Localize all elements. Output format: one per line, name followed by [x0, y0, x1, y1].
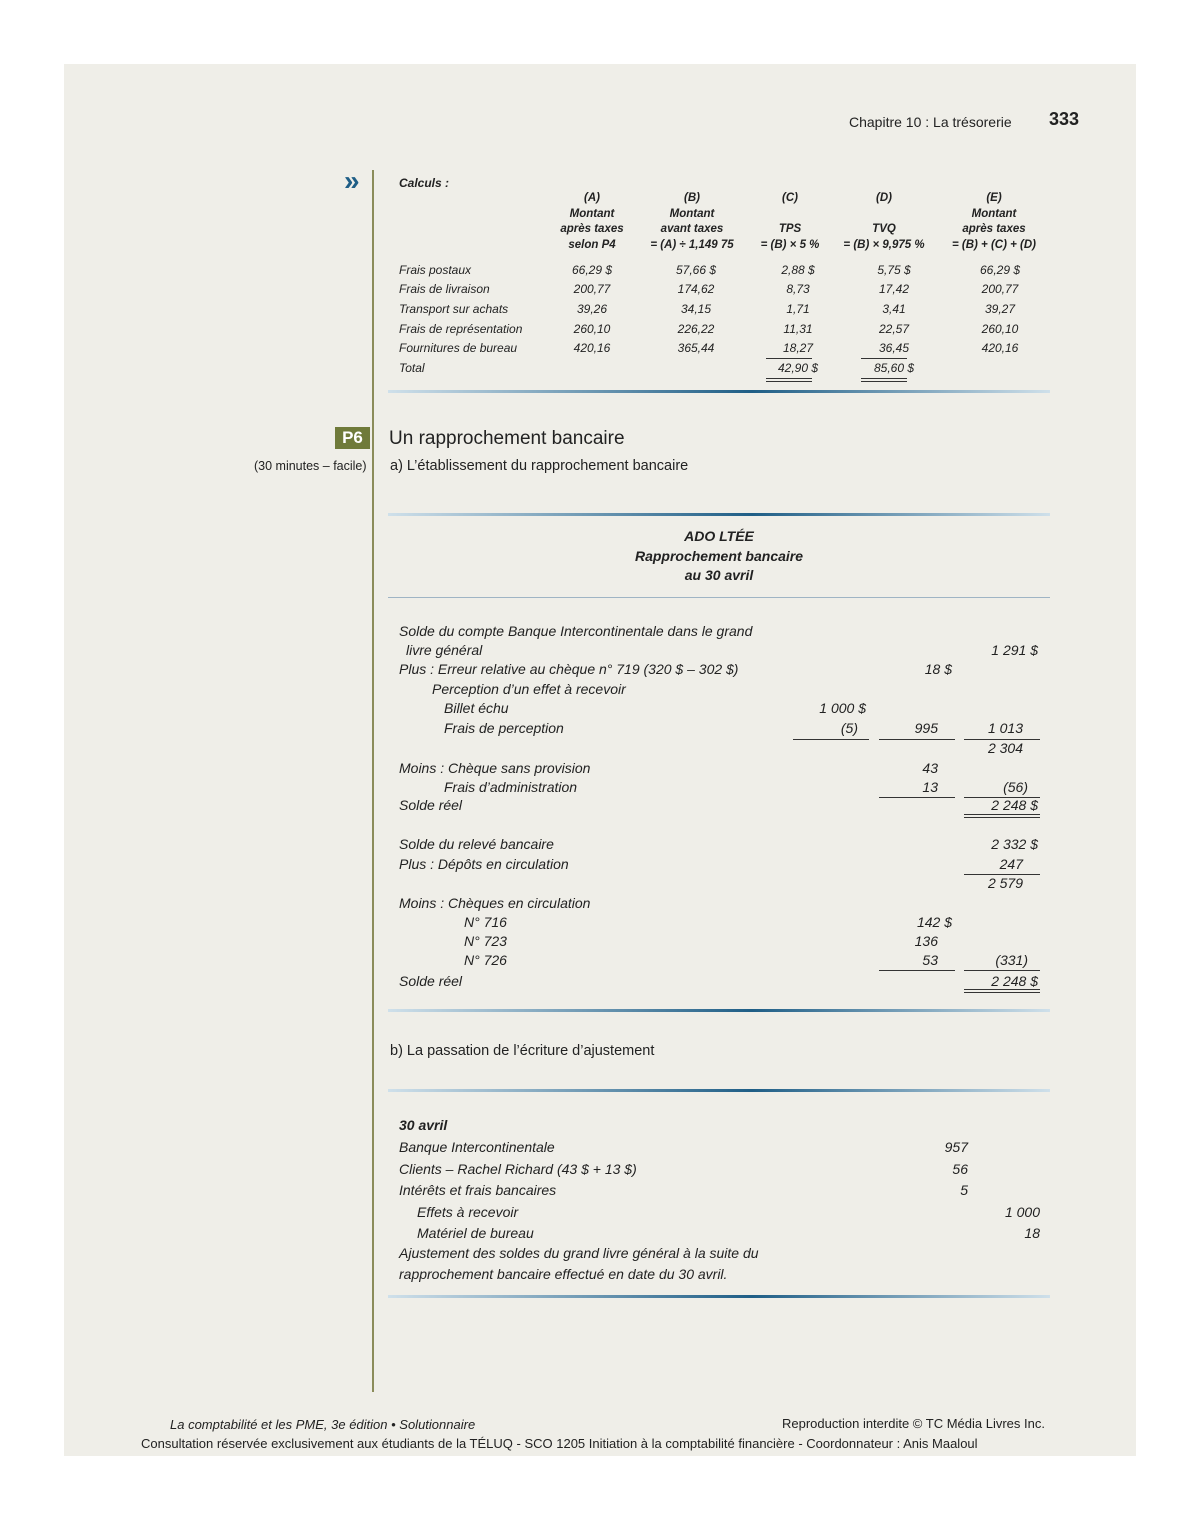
rec-value: 2 248 $: [991, 973, 1038, 989]
rec-value: 2 579: [987, 875, 1023, 891]
rec-label: N° 723: [464, 933, 507, 949]
underline: [879, 970, 955, 971]
double-underline: [964, 814, 1040, 818]
cell-value: 200,77: [573, 282, 611, 297]
rec-label: Billet échu: [444, 700, 509, 716]
table-row: [399, 299, 1056, 319]
rec-value: 142 $: [916, 914, 952, 930]
rec-value: 1 013: [987, 720, 1023, 736]
journal-bottom-rule: [388, 1295, 1050, 1298]
rec-value: 2 332 $: [991, 836, 1038, 852]
reconciliation-company: ADO LTÉE: [684, 528, 754, 544]
cell-value: [544, 358, 640, 378]
cell-value: 39,27: [984, 301, 1016, 316]
rec-label: Frais d’administration: [444, 779, 578, 795]
cell-value: 8,73: [786, 282, 810, 297]
calculs-bottom-rule: [388, 390, 1050, 393]
journal-debit: 56: [952, 1160, 968, 1177]
cell-value: 420,16: [981, 341, 1019, 356]
page-number: 333: [1049, 109, 1080, 129]
journal-note: Ajustement des soldes du grand livre général à la suite du: [399, 1245, 759, 1261]
rec-value: 995: [914, 720, 938, 736]
rec-value: 1 000 $: [819, 700, 866, 716]
cell-value: 18,27: [782, 341, 814, 356]
cell-value: 57,66 $: [675, 262, 717, 277]
cell-value: 260,10: [573, 321, 611, 336]
rec-label: Moins : Chèque sans provision: [399, 760, 591, 776]
rec-label: Frais de perception: [444, 720, 564, 736]
rec-value: 18 $: [924, 661, 952, 677]
cell-value: 85,60 $: [873, 360, 915, 375]
calculs-title: Calculs :: [399, 176, 450, 190]
problem-title: Un rapprochement bancaire: [389, 428, 625, 449]
rec-label: livre général: [406, 642, 483, 658]
rec-value: 2 248 $: [991, 797, 1038, 813]
total-d-underline: [861, 358, 907, 359]
double-underline: [964, 989, 1040, 993]
rec-label: Plus : Erreur relative au chèque n° 719 (320 $ – 302 $): [399, 661, 739, 677]
reconciliation-header-rule: [388, 597, 1050, 598]
footer-book: La comptabilité et les PME, 3e édition • Solutionnaire: [170, 1417, 476, 1432]
cell-value: 36,45: [878, 341, 910, 356]
rec-label: Solde réel: [399, 973, 463, 989]
reconciliation-date: au 30 avril: [684, 567, 754, 583]
rec-value: 247: [999, 856, 1023, 872]
col-a-header: (A) Montant après taxes selon P4: [560, 192, 624, 251]
cell-value: 174,62: [677, 282, 715, 297]
cell-value: 5,75 $: [877, 262, 911, 277]
cell-value: 260,10: [981, 321, 1019, 336]
table-row: [399, 319, 1056, 339]
reconciliation-bottom-rule: [388, 1009, 1050, 1012]
total-c-double-underline: [766, 378, 812, 382]
underline: [964, 970, 1040, 971]
total-row: [399, 358, 1056, 378]
journal-account: Clients – Rachel Richard (43 $ + 13 $): [399, 1160, 637, 1177]
cell-value: [944, 358, 1056, 378]
rec-label: N° 716: [464, 914, 507, 930]
cell-value: 3,41: [882, 301, 906, 316]
journal-debit: 957: [944, 1139, 968, 1155]
row-label: Frais postaux: [399, 262, 472, 277]
cell-value: 34,15: [680, 301, 712, 316]
cell-value: 420,16: [573, 341, 611, 356]
rec-value: (331): [995, 952, 1028, 968]
footer-copyright: Reproduction interdite © TC Média Livres Inc.: [782, 1416, 1045, 1431]
rec-value: 43: [922, 760, 938, 776]
underline: [793, 739, 869, 740]
rec-value: 13: [922, 779, 938, 795]
cell-value: 1,71: [786, 301, 810, 316]
rec-value: 1 291 $: [991, 642, 1038, 658]
row-label: Transport sur achats: [399, 301, 509, 316]
row-label: Frais de représentation: [399, 321, 523, 336]
cell-value: 226,22: [677, 321, 715, 336]
total-d-double-underline: [861, 378, 907, 382]
margin-line: [372, 170, 374, 1392]
rec-value: 136: [914, 933, 938, 949]
cell-value: 2,88 $: [781, 262, 815, 277]
rec-label: Plus : Dépôts en circulation: [399, 856, 569, 872]
rec-label: Solde réel: [399, 797, 463, 813]
cell-value: [640, 358, 752, 378]
part-a-heading: a) L’établissement du rapprochement bancaire: [390, 458, 689, 474]
reconciliation-title: Rapprochement bancaire: [634, 548, 804, 564]
table-row: [399, 260, 1056, 280]
cell-value: 39,26: [576, 301, 608, 316]
rec-label: Solde du relevé bancaire: [399, 836, 554, 852]
journal-debit: 5: [960, 1182, 968, 1198]
cell-value: 66,29 $: [571, 262, 613, 277]
rec-value: 53: [922, 952, 938, 968]
reconciliation-top-rule: [388, 513, 1050, 516]
total-c-underline: [766, 358, 812, 359]
cell-value: 42,90 $: [777, 360, 819, 375]
col-e-header: (E) Montant après taxes = (B) + (C) + (D): [951, 192, 1036, 251]
row-label: Frais de livraison: [399, 282, 490, 297]
rec-value: 2 304: [987, 740, 1023, 756]
cell-value: 365,44: [677, 341, 715, 356]
rec-label: Perception d’un effet à recevoir: [432, 681, 626, 697]
table-row: [399, 280, 1056, 300]
journal-note: rapprochement bancaire effectué en date du 30 avril.: [399, 1266, 728, 1282]
journal-date: 30 avril: [399, 1117, 448, 1133]
footer-consultation: Consultation réservée exclusivement aux étudiants de la TÉLUQ - SCO 1205 Initiation à la comptabilité financière - Coordonnateur : Anis Maaloul: [141, 1436, 978, 1451]
cell-value: 17,42: [878, 282, 910, 297]
rec-label: Solde du compte Banque Intercontinentale dans le grand: [399, 623, 753, 639]
journal-credit: 18: [1024, 1225, 1040, 1241]
rec-label: Moins : Chèques en circulation: [399, 895, 591, 911]
journal-account: Intérêts et frais bancaires: [399, 1182, 557, 1198]
row-label: Total: [399, 360, 425, 375]
cell-value: 22,57: [878, 321, 910, 336]
journal-top-rule: [388, 1089, 1050, 1092]
rec-value: (56): [1003, 779, 1028, 795]
journal-account: Matériel de bureau: [417, 1225, 534, 1241]
journal-account: Banque Intercontinentale: [399, 1139, 555, 1155]
problem-meta: (30 minutes – facile): [254, 459, 367, 473]
row-label: Fournitures de bureau: [399, 341, 518, 356]
rec-value: (5): [840, 720, 858, 736]
part-b-heading: b) La passation de l’écriture d’ajustement: [390, 1043, 655, 1059]
chapter-header: Chapitre 10 : La trésorerie: [849, 114, 1012, 130]
rec-label: N° 726: [464, 952, 507, 968]
cell-value: 11,31: [783, 321, 813, 336]
cell-value: 66,29 $: [979, 262, 1021, 277]
calculs-table: [399, 260, 1056, 378]
table-row: [399, 338, 1056, 358]
problem-badge: P6: [335, 427, 370, 449]
double-chevron-icon: »: [344, 165, 360, 196]
col-d-header: (D) TVQ = (B) × 9,975 %: [843, 192, 925, 251]
col-c-header: (C) TPS = (B) × 5 %: [760, 192, 820, 251]
cell-value: 200,77: [981, 282, 1019, 297]
col-b-header: (B) Montant avant taxes = (A) ÷ 1,149 75: [650, 192, 734, 251]
journal-account: Effets à recevoir: [417, 1203, 519, 1220]
journal-credit: 1 000: [1004, 1203, 1040, 1220]
